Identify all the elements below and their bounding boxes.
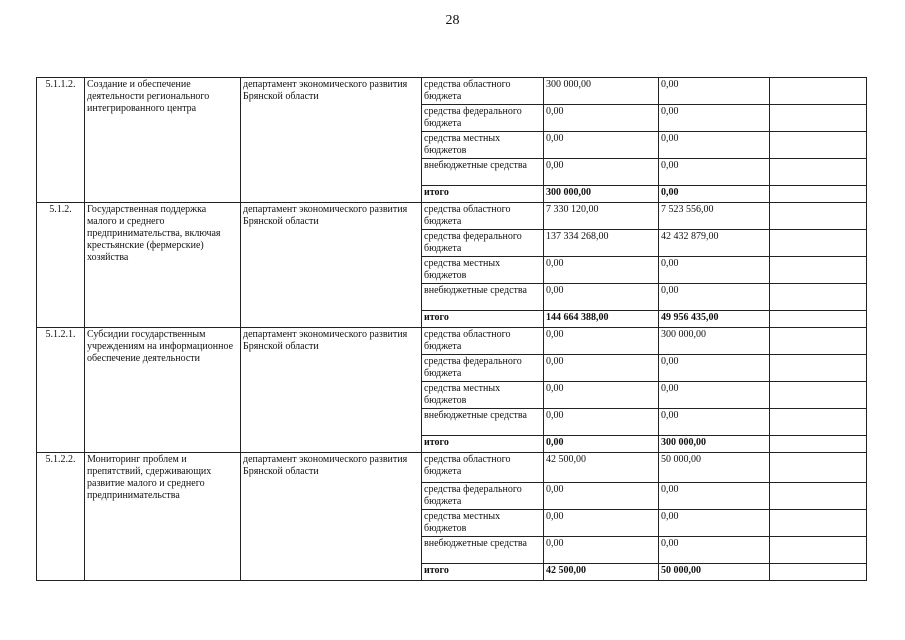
item-executor: департамент экономического развития Брянской области xyxy=(241,328,422,453)
empty-cell xyxy=(770,105,867,132)
empty-cell xyxy=(770,564,867,581)
amount-year-1: 0,00 xyxy=(544,355,659,382)
amount-year-1: 0,00 xyxy=(544,409,659,436)
empty-cell xyxy=(770,311,867,328)
amount-year-2: 49 956 435,00 xyxy=(659,311,770,328)
funding-source: внебюджетные средства xyxy=(422,537,544,564)
amount-year-1: 42 500,00 xyxy=(544,453,659,483)
amount-year-1: 0,00 xyxy=(544,105,659,132)
amount-year-2: 0,00 xyxy=(659,409,770,436)
funding-source: внебюджетные средства xyxy=(422,284,544,311)
amount-year-2: 0,00 xyxy=(659,537,770,564)
amount-year-2: 7 523 556,00 xyxy=(659,203,770,230)
item-name: Мониторинг проблем и препятствий, сдерживающих развитие малого и среднего предпринимательства xyxy=(85,453,241,581)
funding-source: средства местных бюджетов xyxy=(422,510,544,537)
funding-source: внебюджетные средства xyxy=(422,409,544,436)
empty-cell xyxy=(770,328,867,355)
funding-source: средства областного бюджета xyxy=(422,203,544,230)
funding-source: средства областного бюджета xyxy=(422,78,544,105)
amount-year-2: 0,00 xyxy=(659,159,770,186)
empty-cell xyxy=(770,186,867,203)
amount-year-2: 0,00 xyxy=(659,105,770,132)
empty-cell xyxy=(770,355,867,382)
amount-year-1: 300 000,00 xyxy=(544,78,659,105)
item-executor: департамент экономического развития Брянской области xyxy=(241,78,422,203)
table-row xyxy=(37,203,867,230)
amount-year-1: 0,00 xyxy=(544,510,659,537)
amount-year-1: 0,00 xyxy=(544,537,659,564)
empty-cell xyxy=(770,230,867,257)
item-code: 5.1.2. xyxy=(37,203,85,328)
amount-year-1: 42 500,00 xyxy=(544,564,659,581)
funding-source: средства федерального бюджета xyxy=(422,230,544,257)
item-name: Государственная поддержка малого и среднего предпринимательства, включая крестьянские (фермерские) хозяйства xyxy=(85,203,241,328)
funding-source: средства областного бюджета xyxy=(422,453,544,483)
item-executor: департамент экономического развития Брянской области xyxy=(241,453,422,581)
item-name: Субсидии государственным учреждениям на информационное обеспечение деятельности xyxy=(85,328,241,453)
amount-year-1: 300 000,00 xyxy=(544,186,659,203)
funding-source: внебюджетные средства xyxy=(422,159,544,186)
empty-cell xyxy=(770,159,867,186)
funding-source: средства областного бюджета xyxy=(422,328,544,355)
budget-table xyxy=(36,77,867,581)
item-code: 5.1.2.2. xyxy=(37,453,85,581)
item-code: 5.1.1.2. xyxy=(37,78,85,203)
table-row xyxy=(37,453,867,483)
amount-year-2: 0,00 xyxy=(659,382,770,409)
amount-year-1: 0,00 xyxy=(544,328,659,355)
amount-year-2: 0,00 xyxy=(659,186,770,203)
amount-year-2: 0,00 xyxy=(659,132,770,159)
amount-year-1: 0,00 xyxy=(544,483,659,510)
funding-source: средства местных бюджетов xyxy=(422,382,544,409)
funding-source: итого xyxy=(422,311,544,328)
amount-year-1: 144 664 388,00 xyxy=(544,311,659,328)
funding-source: итого xyxy=(422,436,544,453)
funding-source: средства федерального бюджета xyxy=(422,483,544,510)
empty-cell xyxy=(770,203,867,230)
amount-year-2: 0,00 xyxy=(659,78,770,105)
funding-source: средства местных бюджетов xyxy=(422,257,544,284)
empty-cell xyxy=(770,483,867,510)
empty-cell xyxy=(770,436,867,453)
amount-year-1: 137 334 268,00 xyxy=(544,230,659,257)
empty-cell xyxy=(770,510,867,537)
empty-cell xyxy=(770,382,867,409)
table-row xyxy=(37,78,867,105)
amount-year-2: 0,00 xyxy=(659,355,770,382)
amount-year-2: 300 000,00 xyxy=(659,436,770,453)
amount-year-2: 50 000,00 xyxy=(659,564,770,581)
funding-source: средства местных бюджетов xyxy=(422,132,544,159)
empty-cell xyxy=(770,409,867,436)
funding-source: итого xyxy=(422,564,544,581)
amount-year-2: 50 000,00 xyxy=(659,453,770,483)
funding-source: средства федерального бюджета xyxy=(422,355,544,382)
amount-year-2: 300 000,00 xyxy=(659,328,770,355)
page-number: 28 xyxy=(445,13,460,28)
funding-source: средства федерального бюджета xyxy=(422,105,544,132)
amount-year-2: 0,00 xyxy=(659,257,770,284)
amount-year-2: 0,00 xyxy=(659,510,770,537)
empty-cell xyxy=(770,453,867,483)
empty-cell xyxy=(770,284,867,311)
amount-year-1: 0,00 xyxy=(544,132,659,159)
amount-year-1: 0,00 xyxy=(544,436,659,453)
amount-year-1: 0,00 xyxy=(544,284,659,311)
item-code: 5.1.2.1. xyxy=(37,328,85,453)
table-row xyxy=(37,328,867,355)
empty-cell xyxy=(770,78,867,105)
empty-cell xyxy=(770,132,867,159)
funding-source: итого xyxy=(422,186,544,203)
empty-cell xyxy=(770,257,867,284)
empty-cell xyxy=(770,537,867,564)
amount-year-1: 0,00 xyxy=(544,257,659,284)
amount-year-1: 0,00 xyxy=(544,382,659,409)
amount-year-1: 0,00 xyxy=(544,159,659,186)
item-name: Создание и обеспечение деятельности регионального интегрированного центра xyxy=(85,78,241,203)
amount-year-2: 0,00 xyxy=(659,284,770,311)
amount-year-1: 7 330 120,00 xyxy=(544,203,659,230)
item-executor: департамент экономического развития Брянской области xyxy=(241,203,422,328)
amount-year-2: 42 432 879,00 xyxy=(659,230,770,257)
amount-year-2: 0,00 xyxy=(659,483,770,510)
